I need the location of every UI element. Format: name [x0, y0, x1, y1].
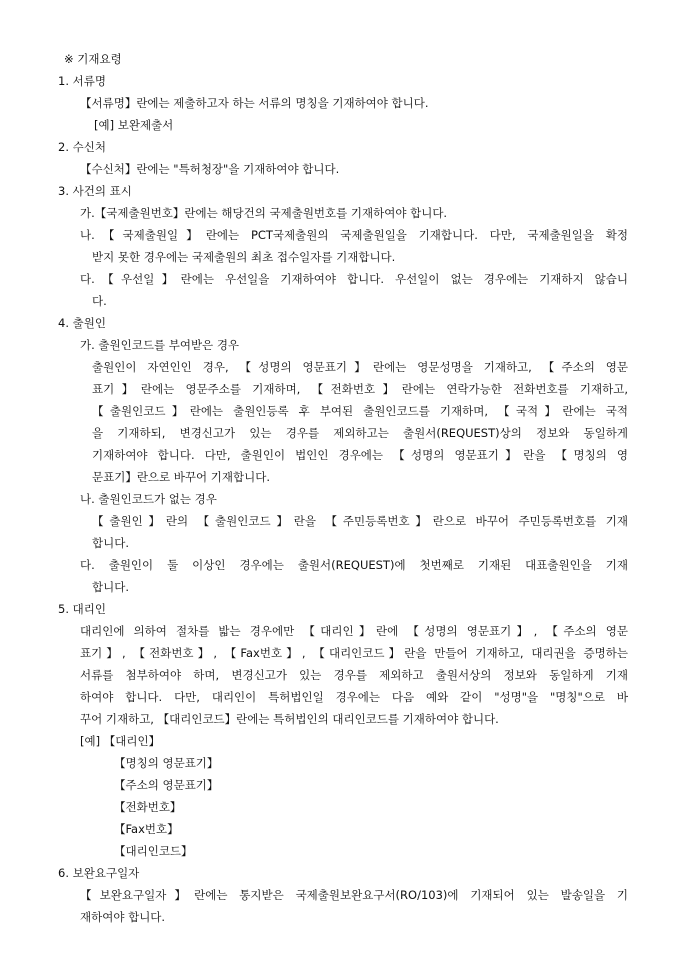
section-5-title: 5. 대리인	[58, 602, 106, 616]
section-5-example-item: 【Fax번호】	[114, 822, 179, 836]
document-heading: ※ 기재요령	[64, 52, 122, 66]
section-5-line5: 꾸어 기재하고, 【대리인코드】란에는 특허법인의 대리인코드를 기재하여야 합니다.	[80, 712, 499, 726]
section-4-sub-c-line2: 합니다.	[92, 580, 129, 594]
section-4-sub-c-line1: 다. 출원인이 둘 이상인 경우에는 출원서(REQUEST)에 첫번째로 기재된 대표출원인을 기재	[80, 558, 628, 572]
section-2-title: 2. 수신처	[58, 140, 106, 154]
section-4-sub-a-line6: 문표기】란으로 바꾸어 기재합니다.	[92, 470, 270, 484]
section-5-line3: 서류를 첨부하여야 하며, 변경신고가 있는 경우를 제외하고 출원서상의 정보와 동일하게 기재	[80, 668, 628, 682]
document-page	[58, 48, 628, 928]
section-2-body: 【수신처】란에는 "특허청장"을 기재하여야 합니다.	[80, 162, 340, 176]
section-3-item-c-line2: 다.	[92, 294, 107, 308]
section-3-item-a: 가.【국제출원번호】란에는 해당건의 국제출원번호를 기재하여야 합니다.	[80, 206, 448, 220]
section-4-sub-a-line2: 표기】란에는 영문주소를 기재하며, 【전화번호】란에는 연락가능한 전화번호를 기재하고,	[92, 382, 628, 396]
section-5-line1: 대리인에 의하여 절차를 밟는 경우에만 【대리인】란에 【성명의 영문표기】, 【주소의 영문	[80, 624, 628, 638]
section-4-title: 4. 출원인	[58, 316, 106, 330]
section-5-line2: 표기】, 【전화번호】, 【Fax번호】, 【대리인코드】란을 만들어 기재하고, 대리권을 증명하는	[80, 646, 628, 660]
section-3-title: 3. 사건의 표시	[58, 184, 132, 198]
section-4-sub-b-title: 나. 출원인코드가 없는 경우	[80, 492, 217, 506]
section-1-title: 1. 서류명	[58, 74, 106, 88]
section-4-sub-a-title: 가. 출원인코드를 부여받은 경우	[80, 338, 240, 352]
section-4-sub-a-line3: 【출원인코드】란에는 출원인등록 후 부여된 출원인코드를 기재하며, 【국적】란에는 국적	[92, 404, 628, 418]
section-1-body: 【서류명】란에는 제출하고자 하는 서류의 명칭을 기재하여야 합니다.	[80, 96, 429, 110]
section-4-sub-a-line4: 을 기재하되, 변경신고가 있는 경우를 제외하고는 출원서(REQUEST)상의 정보와 동일하게	[92, 426, 628, 440]
section-5-example: [예] 【대리인】	[80, 734, 161, 748]
section-4-sub-a-line5: 기재하여야 합니다. 다만, 출원인이 법인인 경우에는 【성명의 영문표기】란을 【명칭의 영	[92, 448, 628, 462]
section-4-sub-a-line1: 출원인이 자연인인 경우, 【성명의 영문표기】란에는 영문성명을 기재하고, 【주소의 영문	[92, 360, 628, 374]
section-5-line4: 하여야 합니다. 다만, 대리인이 특허법인일 경우에는 다음 예와 같이 "성명"을 "명칭"으로 바	[80, 690, 628, 704]
section-3-item-b-line1: 나.【국제출원일】란에는 PCT국제출원의 국제출원일을 기재합니다. 다만, 국제출원일을 확정	[80, 228, 628, 242]
section-6-title: 6. 보완요구일자	[58, 866, 140, 880]
section-4-sub-b-line1: 【출원인】란의 【출원인코드】란을 【주민등록번호】란으로 바꾸어 주민등록번호를 기재	[92, 514, 628, 528]
section-5-example-item: 【명칭의 영문표기】	[114, 756, 219, 770]
section-4-sub-b-line2: 합니다.	[92, 536, 129, 550]
section-5-example-item: 【전화번호】	[114, 800, 182, 814]
section-3-item-c-line1: 다.【우선일】란에는 우선일을 기재하여야 합니다. 우선일이 없는 경우에는 기재하지 않습니	[80, 272, 628, 286]
section-5-example-item: 【대리인코드】	[114, 844, 193, 858]
section-5-example-item: 【주소의 영문표기】	[114, 778, 219, 792]
section-3-item-b-line2: 받지 못한 경우에는 국제출원의 최초 접수일자를 기재합니다.	[92, 250, 396, 264]
section-6-line1: 【보완요구일자】란에는 통지받은 국제출원보완요구서(RO/103)에 기재되어 있는 발송일을 기	[80, 888, 628, 902]
section-1-example: [예] 보완제출서	[94, 118, 174, 132]
section-6-line2: 재하여야 합니다.	[80, 910, 166, 924]
